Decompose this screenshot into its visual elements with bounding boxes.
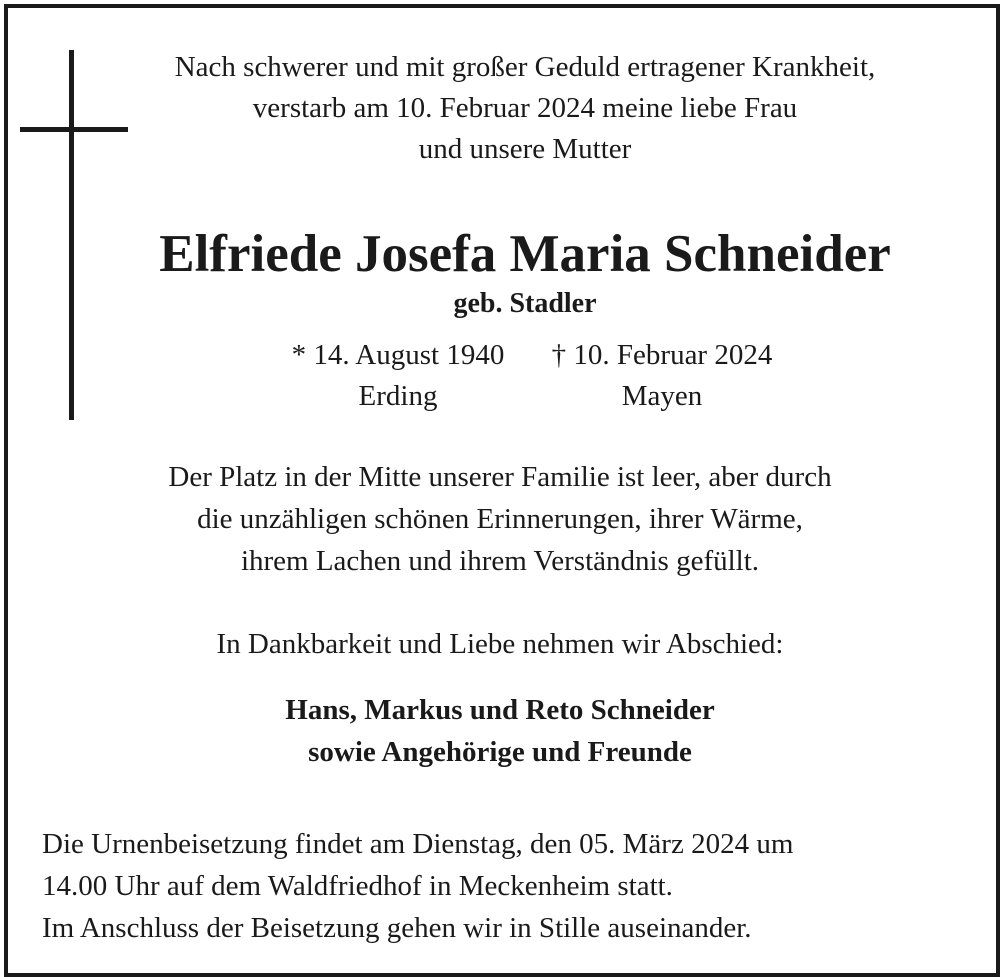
- paragraph-line: die unzähligen schönen Erinnerungen, ihrer Wärme,: [197, 503, 803, 535]
- farewell-text: In Dankbarkeit und Liebe nehmen wir Abschied:: [216, 628, 784, 660]
- mourners-line: sowie Angehörige und Freunde: [308, 736, 692, 768]
- intro-text: [50, 47, 1000, 170]
- death-place: Mayen: [621, 380, 703, 412]
- intro-line: Nach schwerer und mit großer Geduld ertragener Krankheit,: [174, 51, 876, 83]
- burial-line: Im Anschluss der Beisetzung gehen wir in Stille auseinander.: [42, 912, 752, 944]
- death-date: † 10. Februar 2024: [551, 339, 773, 371]
- burial-line: 14.00 Uhr auf dem Waldfriedhof in Meckenheim statt.: [42, 870, 673, 902]
- paragraph-line: ihrem Lachen und ihrem Verständnis gefüllt.: [240, 545, 760, 577]
- burial-line: Die Urnenbeisetzung findet am Dienstag, den 05. März 2024 um: [42, 828, 794, 860]
- mourners-line: Hans, Markus und Reto Schneider: [285, 694, 715, 726]
- memorial-paragraph: [0, 456, 1000, 582]
- mourners: [0, 689, 1000, 773]
- maiden-name: geb. Stadler: [453, 288, 597, 319]
- intro-line: und unsere Mutter: [418, 133, 632, 165]
- death-info: [502, 335, 822, 417]
- birth-date: * 14. August 1940: [291, 339, 505, 371]
- burial-notice: [42, 823, 982, 949]
- paragraph-line: Der Platz in der Mitte unserer Familie ist leer, aber durch: [168, 461, 832, 493]
- deceased-name: Elfriede Josefa Maria Schneider: [159, 225, 891, 283]
- intro-line: verstarb am 10. Februar 2024 meine liebe Frau: [252, 92, 798, 124]
- birth-place: Erding: [358, 380, 438, 412]
